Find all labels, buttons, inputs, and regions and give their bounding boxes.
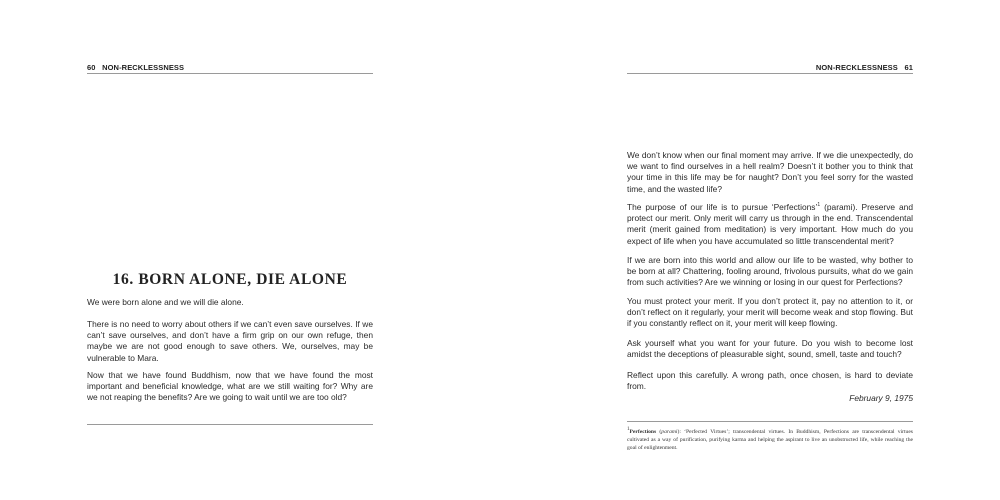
left-page-number: 60 xyxy=(87,63,96,72)
right-paragraph-3: If we are born into this world and allow our life to be wasted, why bother to be born at all? Chattering, fooling around, frivolous pursuits, what do we gain from such activities? Are we winning or losing in our quest for Perfections? xyxy=(627,255,913,288)
left-running-head-title: NON-RECKLESSNESS xyxy=(102,63,185,72)
left-bottom-rule xyxy=(87,424,373,425)
right-paragraph-6: Reflect upon this carefully. A wrong path, once chosen, is hard to deviate from. xyxy=(627,370,913,392)
footnote-reference: 1 xyxy=(817,202,821,209)
left-paragraph-3: Now that we have found Buddhism, now that we have found the most important and beneficial knowledge, what are we still waiting for? Why are we not reaping the benefits? Are we going to wait until we are too old? xyxy=(87,370,373,403)
left-header-rule xyxy=(87,73,373,74)
right-paragraph-2 xyxy=(627,202,913,247)
right-paragraph-1: We don’t know when our final moment may arrive. If we die unexpectedly, do we want to find ourselves in a hell realm? Doesn’t it bother you to think that your time in this life may be for naught? Don’t you feel sorry for the wasted time, and the wasted life? xyxy=(627,150,913,194)
right-page-number: 61 xyxy=(904,63,913,72)
left-paragraph-2: There is no need to worry about others if we can’t even save ourselves. If we can’t save ourselves, and don’t have a firm grip on our own refuge, then maybe we are not good enough to save others. We, ourselves, may be vulnerable to Mara. xyxy=(87,319,373,363)
right-running-head-title: NON-RECKLESSNESS xyxy=(815,63,898,72)
footnote-pali-term: parami xyxy=(661,429,678,435)
left-paragraph-1: We were born alone and we will die alone. xyxy=(87,297,244,307)
right-paragraph-4: You must protect your merit. If you don’t protect it, pay no attention to it, or don’t reflect on it regularly, your merit will become weak and stop flowing. But if you constantly reflect on it, your merit will keep flowing. xyxy=(627,296,913,329)
right-header-rule xyxy=(627,73,913,74)
footnote: 1Perfections (parami): ‘Perfected Virtues’; transcendental virtues. In Buddhism, Perfections are transcendental virtues cultivated as a way of purification, purifying karma and helping the aspirant to live an unobstructed life, while reaching the goal of enlightenment. xyxy=(627,427,913,451)
footnote-text: : ‘Perfected Virtues’; transcendental virtues. In Buddhism, Perfections are transcendental virtues cultivated as a way of purification, purifying karma and helping the aspirant to live an unobstructed life, while reaching the goal of enlightenment. xyxy=(627,429,913,451)
footnote-rule xyxy=(627,421,913,422)
entry-date: February 9, 1975 xyxy=(849,393,913,403)
footnote-term: Perfections xyxy=(629,429,657,435)
right-paragraph-2-end: (parami). Preserve and protect our merit. Only merit will carry us through in the end. Transcendental merit (merit gained from meditation) is very important. How much do you expect of life when you have accumulated so little transcendental merit? xyxy=(627,202,913,246)
right-paragraph-2-start: The purpose of our life is to pursue ‘Perfections’ xyxy=(627,202,818,212)
right-paragraph-5: Ask yourself what you want for your future. Do you wish to become lost amidst the deceptions of pleasurable sight, sound, smell, taste and touch? xyxy=(627,338,913,360)
footnote-marker: 1 xyxy=(627,427,630,433)
chapter-title: 16. BORN ALONE, DIE ALONE xyxy=(112,271,348,288)
